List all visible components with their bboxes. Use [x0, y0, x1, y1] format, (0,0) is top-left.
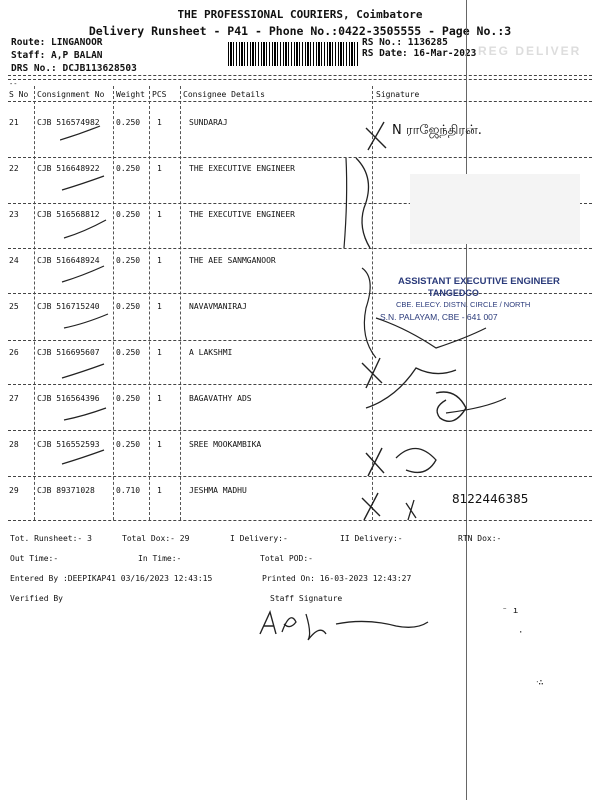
row-consignment: CJB 516564396	[37, 394, 100, 403]
row-pcs: 1	[157, 486, 162, 495]
row-consignee: SREE MOOKAMBIKA	[189, 440, 262, 449]
row-pcs: 1	[157, 394, 162, 403]
row-consignee: THE AEE SANMGANOOR	[189, 256, 276, 265]
row-sno: 23	[9, 210, 19, 219]
row-weight: 0.250	[116, 118, 141, 127]
faint-stamp-text: REG DELIVER	[478, 44, 582, 58]
row-sno: 24	[9, 256, 19, 265]
i-delivery: I Delivery:-	[230, 534, 288, 543]
company-title: THE PROFESSIONAL COURIERS, Coimbatore	[177, 8, 423, 21]
rs-number: RS No.: 1136285	[362, 37, 448, 48]
row-sno: 21	[9, 118, 19, 127]
in-time: In Time:-	[138, 554, 182, 563]
row-sno: 25	[9, 302, 19, 311]
speck: ⁻ ı	[502, 606, 519, 616]
row-weight: 0.250	[116, 394, 141, 403]
row-pcs: 1	[157, 256, 162, 265]
row-consignment: CJB 516715240	[37, 302, 100, 311]
col-header-pcs: PCS	[152, 90, 167, 99]
row-sno: 29	[9, 486, 19, 495]
row-sno: 28	[9, 440, 19, 449]
divider	[8, 101, 592, 102]
stamp-line-4: S.N. PALAYAM, CBE - 641 007	[380, 312, 498, 322]
row-weight: 0.250	[116, 210, 141, 219]
row-consignment: CJB 516695607	[37, 348, 100, 357]
row-weight: 0.250	[116, 256, 141, 265]
row-weight: 0.250	[116, 164, 141, 173]
row-pcs: 1	[157, 164, 162, 173]
tot-runsheet: Tot. Runsheet:- 3	[10, 534, 92, 543]
rtn-dox: RTN Dox:-	[458, 534, 502, 543]
col-header-consignment: Consignment No	[37, 90, 105, 99]
row-pcs: 1	[157, 302, 162, 311]
row-pcs: 1	[157, 210, 162, 219]
pen-tick-marks	[60, 120, 120, 500]
divider	[8, 75, 592, 76]
rs-date: RS Date: 16-Mar-2023	[362, 48, 477, 59]
row-consignment: CJB 516568812	[37, 210, 100, 219]
row-consignee: THE EXECUTIVE ENGINEER	[189, 164, 295, 173]
divider	[8, 79, 592, 80]
row-pcs: 1	[157, 348, 162, 357]
row-weight: 0.250	[116, 302, 141, 311]
column-divider	[149, 86, 150, 520]
row-consignee: A LAKSHMI	[189, 348, 233, 357]
row-pcs: 1	[157, 440, 162, 449]
verified-by: Verified By	[10, 594, 63, 603]
tamil-stamp	[410, 174, 580, 244]
col-header-consignee: Consignee Details	[183, 90, 265, 99]
col-header-signature: Signature	[376, 90, 420, 99]
staff-signature-label: Staff Signature	[270, 594, 343, 603]
row-pcs: 1	[157, 118, 162, 127]
row-weight: 0.710	[116, 486, 141, 495]
total-pod: Total POD:-	[260, 554, 313, 563]
barcode	[228, 42, 358, 66]
speck: ᐧ∴	[536, 678, 544, 688]
out-time: Out Time:-	[10, 554, 59, 563]
column-divider	[180, 86, 181, 520]
column-divider	[34, 86, 35, 520]
staff-signature	[256, 604, 436, 644]
row-weight: 0.250	[116, 440, 141, 449]
total-dox: Total Dox:- 29	[122, 534, 190, 543]
row-sno: 26	[9, 348, 19, 357]
col-header-sno: S No	[9, 90, 29, 99]
ii-delivery: II Delivery:-	[340, 534, 403, 543]
row-consignee: SUNDARAJ	[189, 118, 228, 127]
row-weight: 0.250	[116, 348, 141, 357]
stamp-line-3: CBE. ELECY. DISTN. CIRCLE / NORTH	[396, 300, 531, 309]
row-consignee: NAVAVMANIRAJ	[189, 302, 247, 311]
row-sno: 22	[9, 164, 19, 173]
handwritten-signature-row21: N ராஜேந்திரன்.	[392, 123, 482, 138]
runsheet-title: Delivery Runsheet - P41 - Phone No.:0422-3505555 - Page No.:3	[88, 24, 512, 38]
col-header-weight: Weight	[116, 90, 145, 99]
row-sno: 27	[9, 394, 19, 403]
row-consignment: CJB 516648922	[37, 164, 100, 173]
dash-mark: --	[9, 80, 18, 88]
speck: ·	[518, 628, 524, 638]
stamp-line-2: TANGEDCO	[428, 288, 479, 298]
staff-label: Staff: A,P BALAN	[11, 50, 103, 61]
handwritten-phone: 8122446385	[452, 492, 529, 506]
row-consignee: JESHMA MADHU	[189, 486, 247, 495]
printed-on: Printed On: 16-03-2023 12:43:27	[262, 574, 412, 583]
route-label: Route: LINGANOOR	[11, 37, 103, 48]
drs-number: DRS No.: DCJB113628503	[11, 63, 137, 74]
stamp-line-1: ASSISTANT EXECUTIVE ENGINEER	[398, 276, 560, 287]
row-consignment: CJB 516552593	[37, 440, 100, 449]
row-consignee: BAGAVATHY ADS	[189, 394, 252, 403]
row-consignment: CJB 516648924	[37, 256, 100, 265]
row-consignment: CJB 516574982	[37, 118, 100, 127]
row-consignee: THE EXECUTIVE ENGINEER	[189, 210, 295, 219]
row-consignment: CJB 89371028	[37, 486, 95, 495]
entered-by: Entered By :DEEPIKAP41 03/16/2023 12:43:15	[10, 574, 213, 583]
